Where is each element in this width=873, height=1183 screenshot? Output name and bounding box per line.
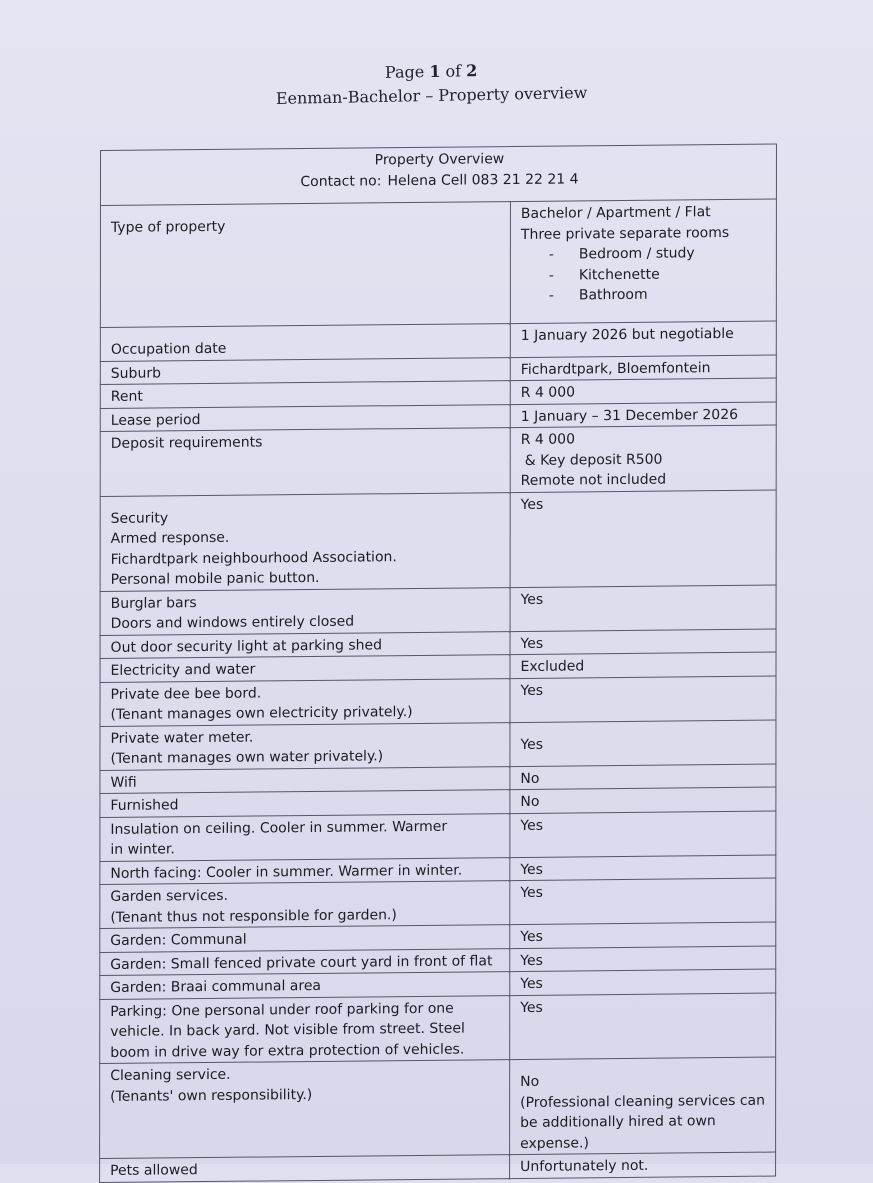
table-title: Property Overview	[374, 151, 505, 169]
burglar-bars-label	[100, 587, 510, 635]
garden-court-yard-value: Yes	[510, 946, 776, 972]
room-list	[521, 243, 768, 307]
security-value: Yes	[510, 490, 776, 588]
occupation-date-value: 1 January 2026 but negotiable	[510, 321, 776, 357]
garden-court-yard-label: Garden: Small fenced private court yard in front of flat	[100, 948, 510, 975]
electricity-water-value: Excluded	[510, 652, 776, 678]
page-total: 2	[466, 61, 478, 81]
type-of-property-label: Type of property	[100, 202, 510, 328]
deposit-label: Deposit requirements	[100, 428, 510, 496]
cleaning-answer-note: (Professional cleaning services can be additionally hired at own expense.)	[520, 1092, 765, 1152]
suburb-value: Fichardtpark, Bloemfontein	[510, 355, 776, 381]
insulation-label: Insulation on ceiling. Cooler in summer. Warmer in winter.	[100, 813, 510, 861]
furnished-label: Furnished	[100, 790, 510, 817]
north-facing-value: Yes	[510, 855, 776, 881]
suburb-label: Suburb	[100, 357, 510, 384]
table-row	[100, 490, 776, 591]
dee-bee-bord-title: Private dee bee bord.	[110, 684, 262, 703]
cleaning-label	[100, 1060, 510, 1159]
wifi-value: No	[510, 764, 776, 790]
garden-braai-value: Yes	[510, 969, 776, 995]
cleaning-value	[510, 1057, 776, 1155]
list-item: - Bedroom / study	[521, 243, 768, 266]
property-type: Bachelor / Apartment / Flat	[520, 204, 711, 222]
cleaning-answer: No	[520, 1073, 540, 1091]
table-row	[100, 425, 776, 496]
table-row	[100, 811, 776, 861]
occupation-date-label: Occupation date	[100, 324, 510, 361]
furnished-value: No	[510, 787, 776, 813]
page-prefix: Page	[384, 62, 430, 82]
property-overview-table	[99, 144, 777, 1183]
deposit-amount: R 4 000	[520, 431, 575, 448]
table-header-row	[100, 144, 776, 205]
north-facing-label: North facing: Cooler in summer. Warmer in winter.	[100, 857, 510, 884]
cleaning-note: (Tenants' own responsibility.)	[110, 1086, 313, 1105]
pets-label: Pets allowed	[100, 1155, 510, 1182]
water-meter-title: Private water meter.	[110, 729, 254, 747]
table-row	[100, 676, 776, 726]
list-item: - Bathroom	[521, 284, 768, 307]
remote-note: Remote not included	[520, 471, 667, 489]
insulation-value: Yes	[510, 811, 776, 858]
parking-label: Parking: One personal under roof parking for one vehicle. In back yard. Not visible from street. Steel boom in drive way for extra protection of vehicles.	[100, 995, 510, 1063]
list-item: Armed response.	[110, 529, 230, 547]
dee-bee-bord-value: Yes	[510, 676, 776, 723]
wifi-label: Wifi	[100, 766, 510, 793]
list-item: Fichardtpark neighbourhood Association.	[110, 548, 397, 568]
garden-services-note: (Tenant thus not responsible for garden.)	[110, 906, 397, 926]
garden-communal-label: Garden: Communal	[100, 925, 510, 952]
table-row	[100, 1057, 776, 1158]
table-row	[100, 720, 776, 770]
type-of-property-value	[510, 199, 776, 324]
garden-services-title: Garden services.	[110, 887, 229, 905]
security-label	[100, 492, 510, 591]
dee-bee-bord-note: (Tenant manages own electricity privately.)	[110, 704, 413, 723]
burglar-bars-title: Burglar bars	[110, 594, 197, 612]
electricity-water-label: Electricity and water	[100, 655, 510, 682]
list-item: - Kitchenette	[521, 263, 768, 286]
table-row	[100, 878, 776, 928]
rent-label: Rent	[100, 381, 510, 408]
garden-communal-value: Yes	[510, 922, 776, 948]
security-light-value: Yes	[510, 629, 776, 655]
contact-value: Helena Cell 083 21 22 21 4	[387, 170, 579, 189]
table-header-cell	[100, 144, 776, 205]
water-meter-value: Yes	[510, 720, 776, 767]
property-overview-sheet	[99, 144, 776, 1183]
water-meter-label	[100, 722, 510, 770]
list-item: Personal mobile panic button.	[110, 569, 320, 588]
garden-services-value: Yes	[510, 878, 776, 925]
lease-period-label: Lease period	[100, 404, 510, 431]
table-row	[100, 993, 776, 1064]
page-header	[0, 52, 873, 117]
page-of: of	[440, 61, 467, 81]
garden-services-label	[100, 881, 510, 929]
garden-braai-label: Garden: Braai communal area	[100, 972, 510, 999]
dee-bee-bord-label	[100, 678, 510, 726]
table-row	[100, 585, 776, 635]
cleaning-title: Cleaning service.	[110, 1066, 231, 1084]
security-light-label: Out door security light at parking shed	[100, 631, 510, 658]
key-deposit: & Key deposit R500	[524, 451, 663, 469]
property-rooms-intro: Three private separate rooms	[520, 224, 730, 243]
pets-value: Unfortunately not.	[510, 1152, 776, 1178]
burglar-bars-value: Yes	[510, 585, 776, 632]
deposit-value	[510, 425, 776, 492]
contact-label: Contact no:	[300, 172, 382, 190]
parking-value: Yes	[510, 993, 776, 1060]
page-current: 1	[429, 61, 441, 82]
lease-period-value: 1 January – 31 December 2026	[510, 402, 776, 428]
document-title: Eenman-Bachelor – Property overview	[275, 82, 588, 108]
burglar-bars-note: Doors and windows entirely closed	[110, 613, 355, 632]
water-meter-note: (Tenant manages own water privately.)	[110, 748, 384, 767]
table-row	[100, 199, 776, 327]
security-title: Security	[110, 509, 169, 527]
rent-value: R 4 000	[510, 378, 776, 404]
